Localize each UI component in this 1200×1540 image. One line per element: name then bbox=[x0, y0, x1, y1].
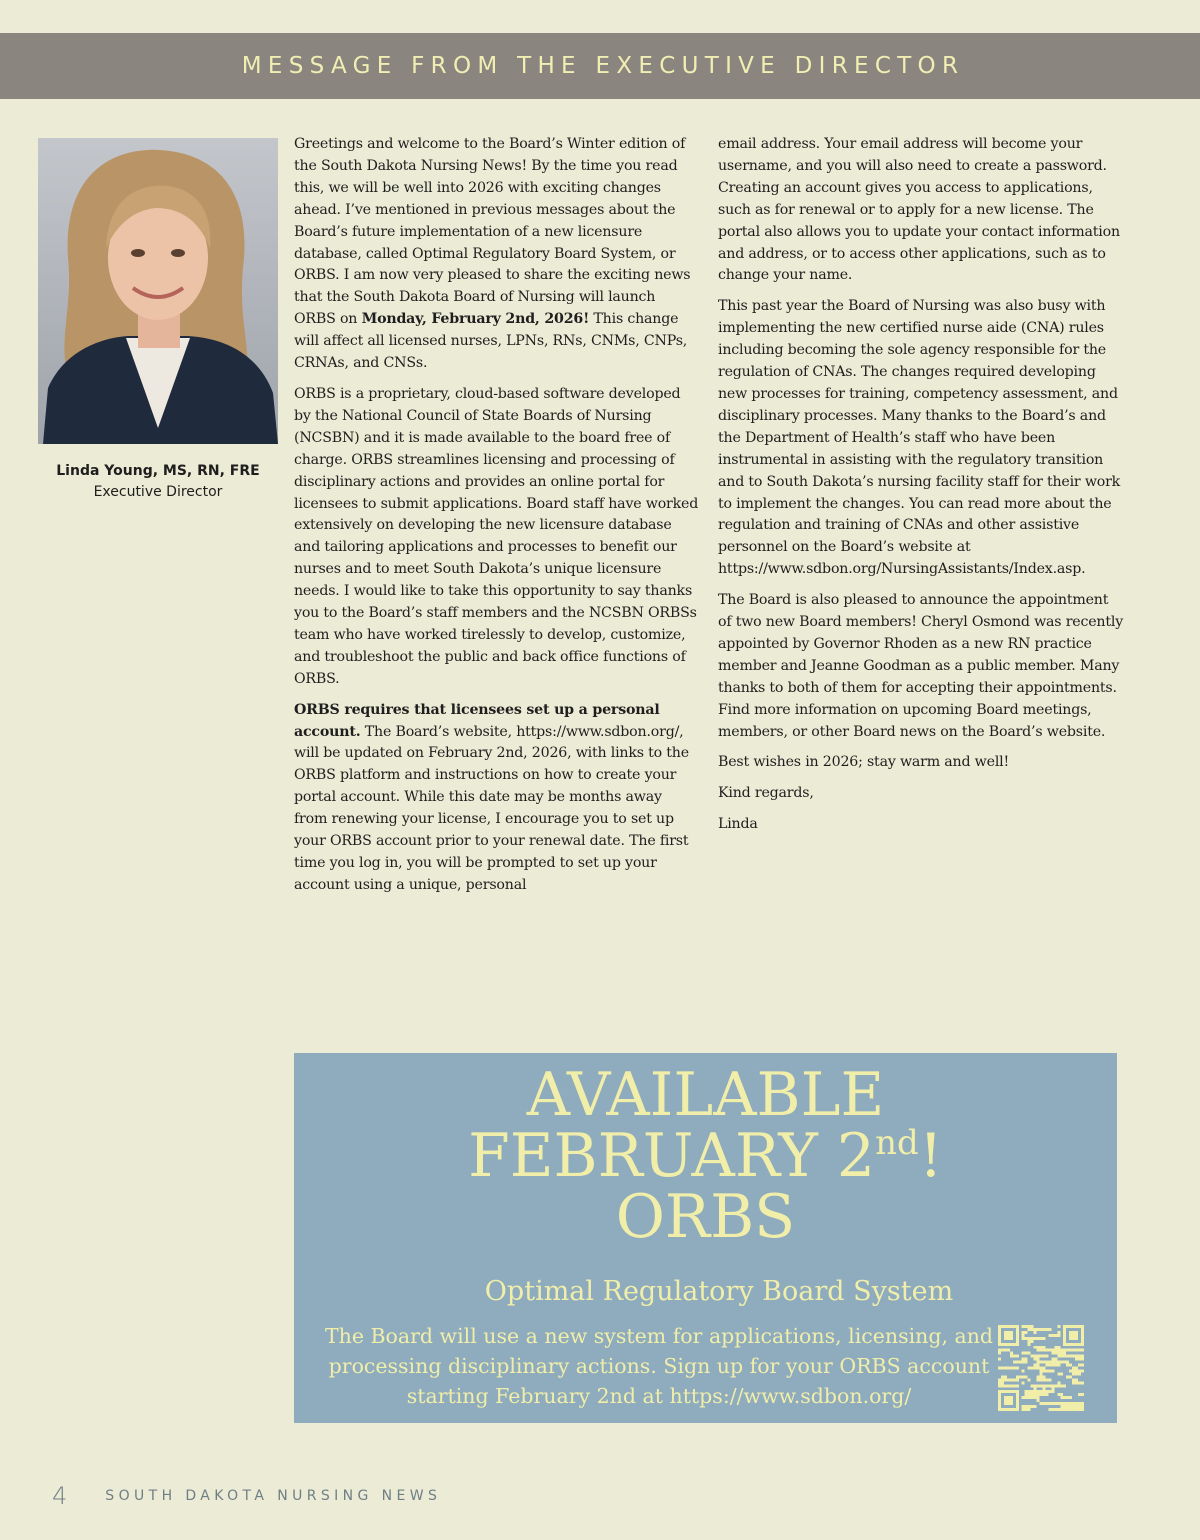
page-footer bbox=[52, 1478, 441, 1514]
ad-subtitle: Optimal Regulatory Board System bbox=[484, 1276, 954, 1307]
article-column-2 bbox=[718, 134, 1123, 845]
account-requirement: ORBS requires that licensees set up a personal account. bbox=[294, 701, 660, 740]
paragraph-text: The Board’s website, https://www.sdbon.org/, will be updated on February 2nd, 2026, with links to the ORBS platform and instructions on how to create your portal account. While this date may be months away from renewing your license, I encourage you to set up your ORBS account prior to your renewal date. The first time you log in, you will be prompted to set up your account using a unique, personal bbox=[294, 723, 689, 893]
paragraph-account-cont: email address. Your email address will become your username, and you will also need to create a password. Creating an account gives you access to applications, such as for renewal or to apply for a new license. The portal also allows you to update your contact information and address, or to access other applications, such as to change your name. bbox=[718, 136, 1120, 284]
orbs-announcement bbox=[294, 1053, 1117, 1423]
ad-date-text: FEBRUARY 2 bbox=[468, 1121, 876, 1191]
page-number: 4 bbox=[52, 1482, 68, 1510]
portrait-photo bbox=[38, 138, 278, 444]
signature: Linda bbox=[718, 816, 758, 833]
section-title: MESSAGE FROM THE EXECUTIVE DIRECTOR bbox=[241, 53, 965, 79]
ad-line-date bbox=[294, 1121, 1117, 1191]
ad-date-suffix: nd bbox=[875, 1123, 919, 1163]
ad-line-available: AVAILABLE bbox=[526, 1060, 885, 1130]
closing: Kind regards, bbox=[718, 785, 814, 802]
section-banner bbox=[0, 33, 1200, 99]
paragraph-text: This change will affect all licensed nurses, LPNs, RNs, CNMs, CNPs, CRNAs, and CNSs. bbox=[294, 311, 688, 372]
article-column-1 bbox=[294, 134, 699, 906]
paragraph-text: Greetings and welcome to the Board’s Winter edition of the South Dakota Nursing News! By the time you read this, we will be well into 2026 with exciting changes ahead. I’ve mentioned in previous messages about the Board’s future implementation of a new licensure database, called Optimal Regulatory Board System, or ORBS. I am now very pleased to share the exciting news that the South Dakota Board of Nursing will launch ORBS on bbox=[294, 136, 691, 328]
paragraph-account bbox=[294, 700, 699, 897]
ad-body: The Board will use a new system for applications, licensing, and processing disciplinary actions. Sign up for your ORBS account starting February 2nd at https://www.sdbon.org/ bbox=[324, 1324, 994, 1408]
launch-date: Monday, February 2nd, 2026! bbox=[361, 311, 590, 328]
ad-date-end: ! bbox=[918, 1121, 943, 1191]
publication-name: SOUTH DAKOTA NURSING NEWS bbox=[105, 1488, 442, 1504]
ad-line-orbs: ORBS bbox=[615, 1182, 796, 1252]
paragraph-orbs: ORBS is a proprietary, cloud-based software developed by the National Council of State Boards of Nursing (NCSBN) and it is made available to the board free of charge. ORBS streamlines licensing and processing of disciplinary actions and provides an online portal for licensees to submit applications. Board staff have worked extensively on developing the new licensure database and tailoring applications and processes to benefit our nurses and to meet South Dakota’s unique licensure needs. I would like to take this opportunity to say thanks you to the Board’s staff members and the NCSBN ORBSs team who have worked tirelessly to develop, customize, and troubleshoot the public and back office functions of ORBS. bbox=[294, 385, 699, 687]
paragraph-wishes: Best wishes in 2026; stay warm and well! bbox=[718, 754, 1009, 771]
qr-code-icon[interactable] bbox=[998, 1325, 1084, 1411]
paragraph-intro bbox=[294, 134, 699, 375]
photo-caption bbox=[38, 461, 278, 503]
director-name: Linda Young, MS, RN, FRE bbox=[56, 463, 260, 479]
paragraph-board-members: The Board is also pleased to announce the appointment of two new Board members! Cheryl Osmond was recently appointed by Governor Rhoden as a new RN practice member and Jeanne Goodman as a public member. Many thanks to both of them for accepting their appointments. Find more information on upcoming Board meetings, members, or other Board news on the Board’s website. bbox=[718, 592, 1124, 740]
paragraph-cna: This past year the Board of Nursing was also busy with implementing the new certified nurse aide (CNA) rules including becoming the sole agency responsible for the regulation of CNAs. The changes required developing new processes for training, competency assessment, and disciplinary processes. Many thanks to the Board’s and the Department of Health’s staff who have been instrumental in assisting with the regulatory transition and to South Dakota’s nursing facility staff for their work to implement the changes. You can read more about the regulation and training of CNAs and other assistive personnel on the Board’s website at https://www.sdbon.org/NursingAssistants/Index.asp. bbox=[718, 298, 1121, 578]
director-role: Executive Director bbox=[93, 484, 223, 500]
ad-headline bbox=[294, 1060, 1117, 1252]
